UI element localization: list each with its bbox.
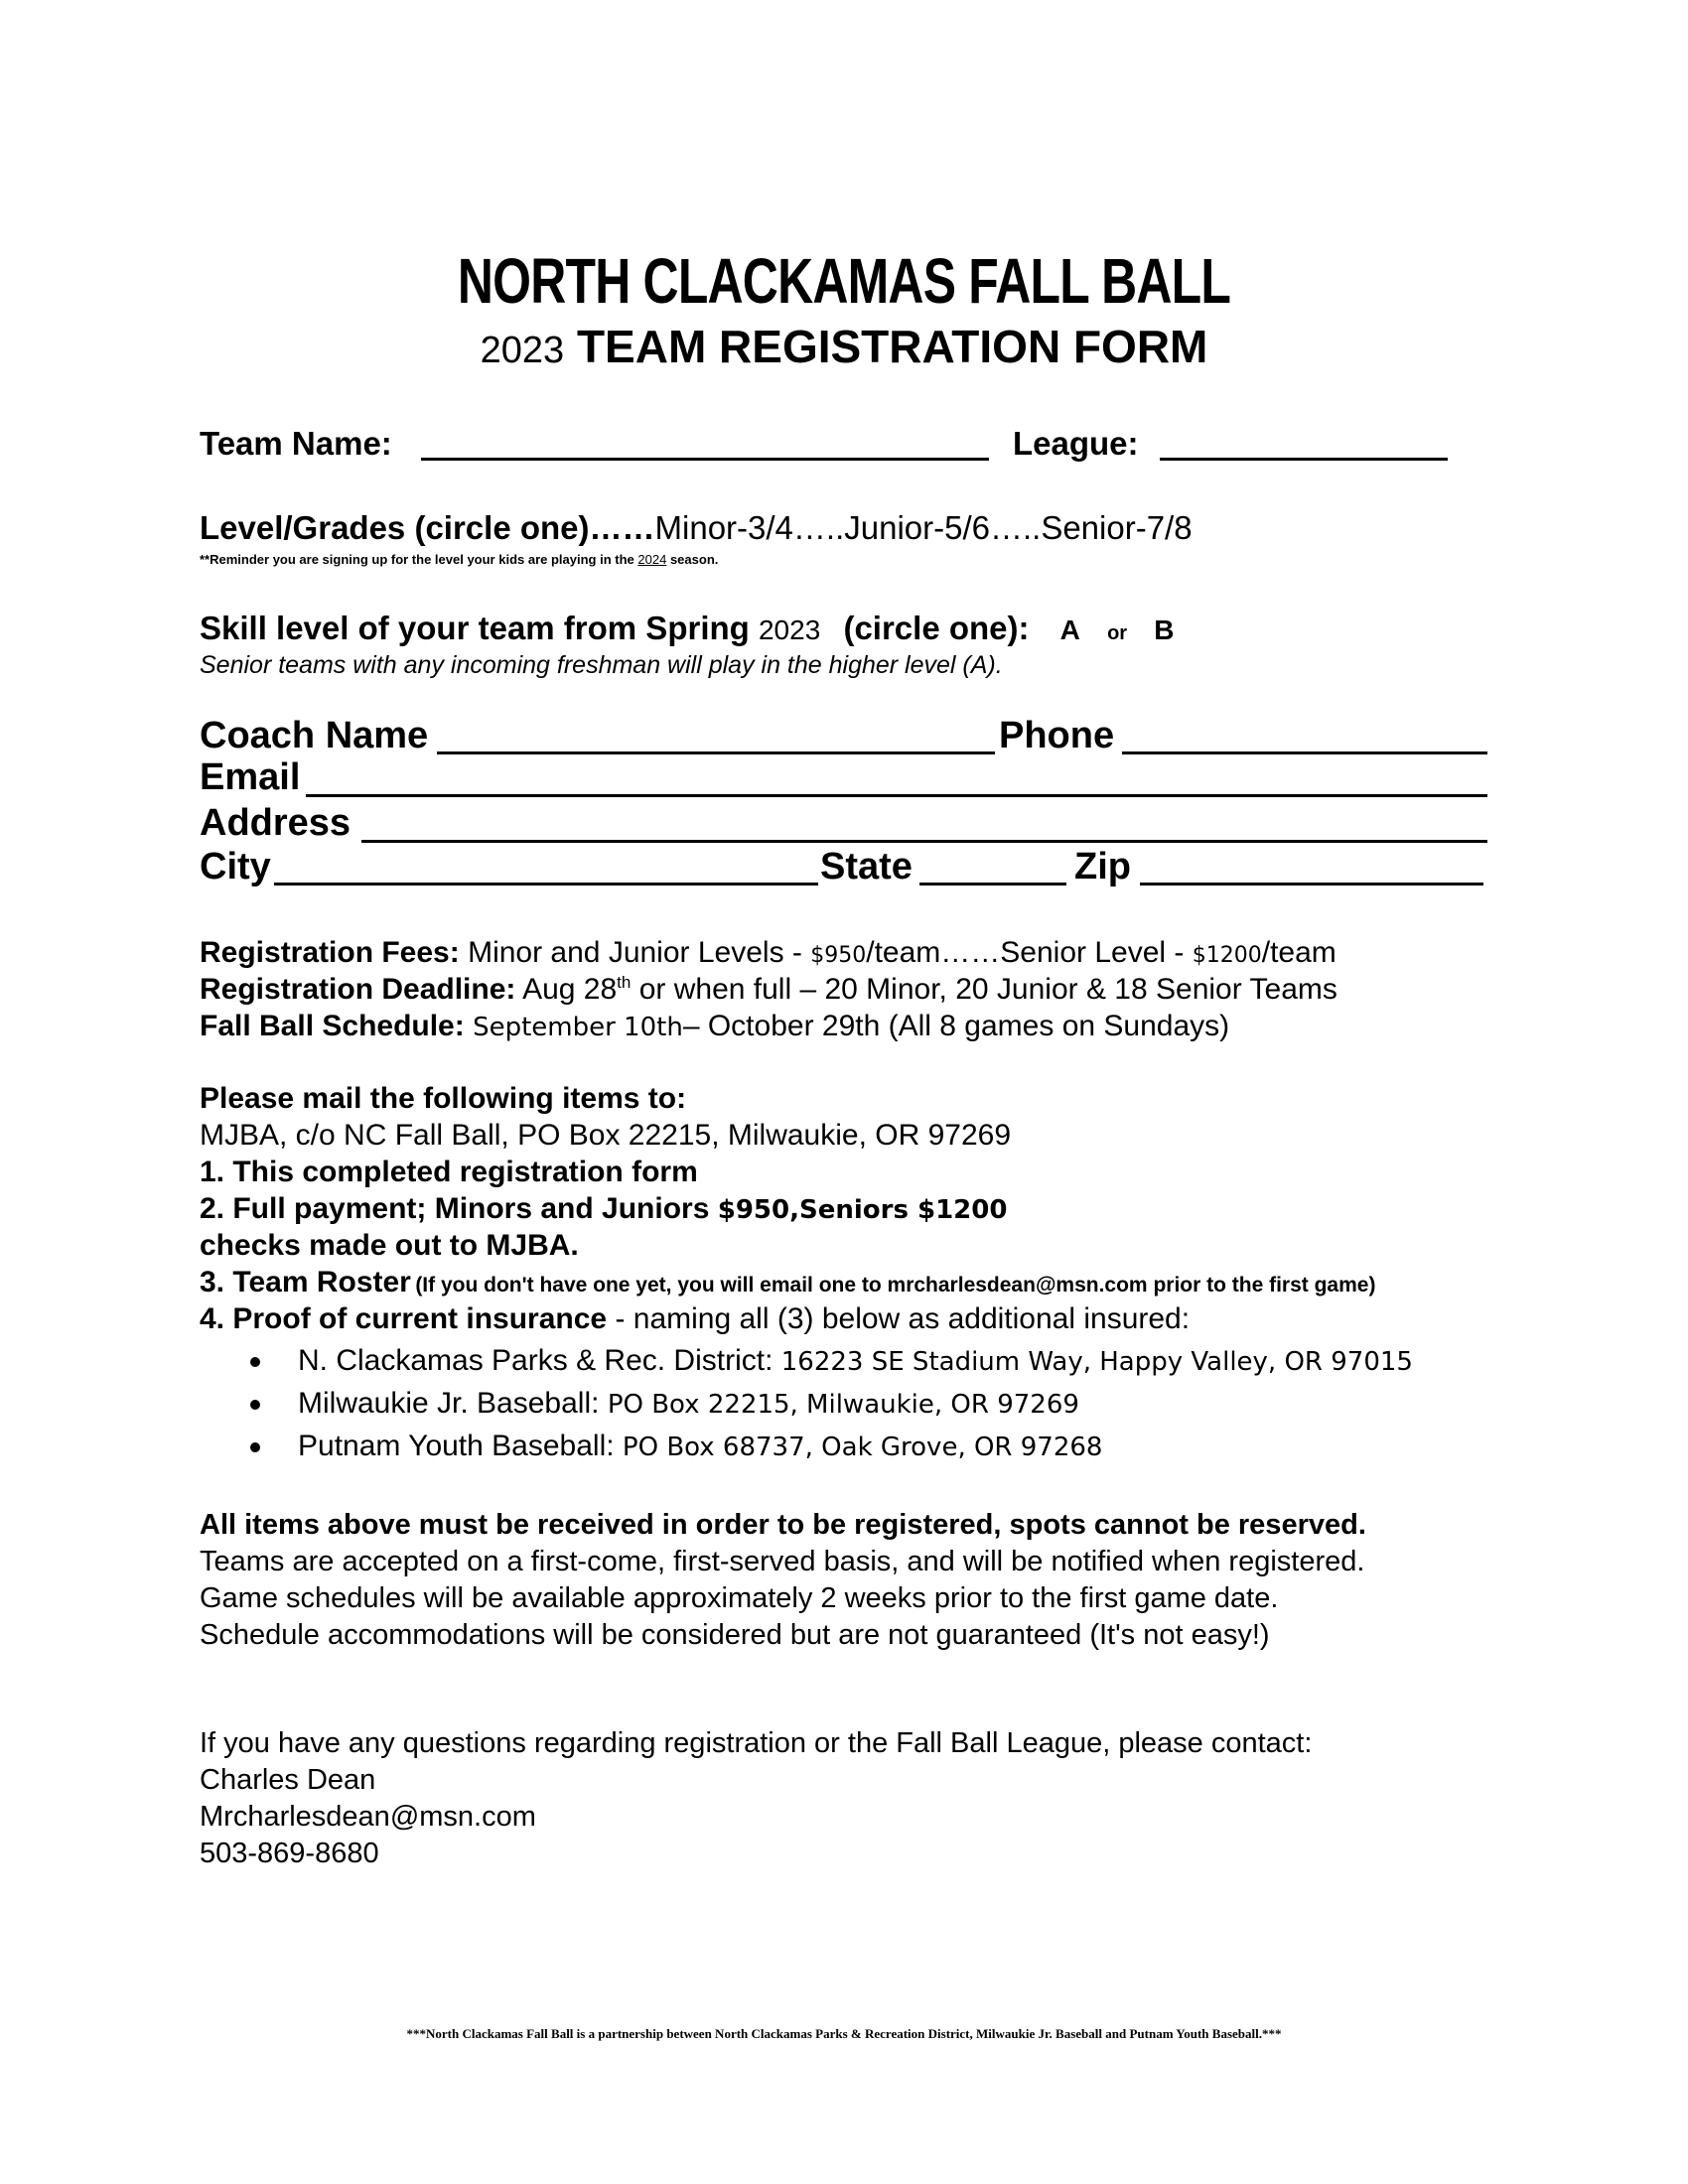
mail-heading: Please mail the following items to: bbox=[200, 1082, 687, 1115]
team-name-label: Team Name: bbox=[200, 425, 392, 462]
email-field[interactable] bbox=[306, 794, 1487, 797]
insured-item: N. Clackamas Parks & Rec. District: 16223 SE Stadium Way, Happy Valley, OR 97015 bbox=[250, 1344, 1413, 1378]
schedule-end: October 29th bbox=[707, 1010, 881, 1042]
item2-senior-fee: Seniors $1200 bbox=[799, 1195, 1008, 1225]
notice-line-2: Game schedules will be available approximately 2 weeks prior to the first game date. bbox=[200, 1582, 1279, 1614]
minor-junior-fee: $950 bbox=[810, 943, 867, 968]
phone-label: Phone bbox=[999, 715, 1115, 756]
mail-item-3: 3. Team Roster (If you don't have one yet, you will email one to mrcharlesdean@msn.com prior to the first game) bbox=[200, 1266, 1376, 1298]
skill-label: Skill level of your team from Spring bbox=[200, 610, 750, 646]
form-subtitle-text: TEAM REGISTRATION FORM bbox=[576, 321, 1208, 372]
state-field[interactable] bbox=[919, 883, 1066, 886]
mail-item-2: 2. Full payment; Minors and Juniors $950,Seniors $1200 bbox=[200, 1192, 1008, 1225]
schedule-label: Fall Ball Schedule: bbox=[200, 1010, 465, 1042]
skill-option-a[interactable]: A bbox=[1059, 614, 1080, 645]
skill-row bbox=[200, 610, 1174, 647]
notice-line-3: Schedule accommodations will be considered but are not guaranteed (It's not easy!) bbox=[200, 1619, 1270, 1651]
deadline-label: Registration Deadline: bbox=[200, 973, 516, 1006]
form-year: 2023 bbox=[480, 330, 565, 371]
zip-label: Zip bbox=[1074, 846, 1131, 887]
insured-item: Milwaukie Jr. Baseball: PO Box 22215, Milwaukie, OR 97269 bbox=[250, 1387, 1079, 1421]
fees-label: Registration Fees: bbox=[200, 936, 460, 969]
notice-bold: All items above must be received in order to be registered, spots cannot be reserved. bbox=[200, 1509, 1366, 1541]
contact-phone: 503-869-8680 bbox=[200, 1838, 379, 1869]
city-label: City bbox=[200, 846, 271, 887]
phone-field[interactable] bbox=[1122, 751, 1487, 754]
insured-item: Putnam Youth Baseball: PO Box 68737, Oak Grove, OR 97268 bbox=[250, 1430, 1102, 1463]
zip-field[interactable] bbox=[1140, 883, 1483, 886]
coach-name-field[interactable] bbox=[437, 751, 995, 754]
mail-item-4: 4. Proof of current insurance - naming all (3) below as additional insured: bbox=[200, 1302, 1191, 1335]
level-label: Level/Grades bbox=[200, 509, 406, 546]
skill-or: or bbox=[1107, 622, 1128, 644]
form-subtitle bbox=[0, 320, 1688, 373]
schedule-note: (All 8 games on Sundays) bbox=[888, 1010, 1230, 1042]
mail-item-1: 1. This completed registration form bbox=[200, 1156, 698, 1188]
fees-row: Registration Fees: Minor and Junior Levels - $950/team……Senior Level - $1200/team bbox=[200, 936, 1336, 969]
address-label: Address bbox=[200, 802, 352, 844]
skill-year: 2023 bbox=[758, 614, 821, 645]
coach-name-label: Coach Name bbox=[200, 715, 429, 756]
email-label: Email bbox=[200, 756, 301, 798]
deadline-text: or when full – 20 Minor, 20 Junior & 18 Senior Teams bbox=[638, 973, 1337, 1006]
senior-fee: $1200 bbox=[1192, 943, 1262, 968]
skill-note: Senior teams with any incoming freshman will play in the higher level (A). bbox=[200, 651, 1003, 679]
team-name-field[interactable] bbox=[421, 458, 989, 461]
level-instruction: (circle one)…… bbox=[414, 509, 655, 546]
bullet-icon bbox=[250, 1442, 260, 1452]
roster-note: (If you don't have one yet, you will email one to mrcharlesdean@msn.com prior to the first game) bbox=[415, 1274, 1376, 1297]
address-field[interactable] bbox=[361, 840, 1487, 843]
contact-email[interactable]: Mrcharlesdean@msn.com bbox=[200, 1801, 536, 1833]
level-options[interactable]: Minor-3/4…..Junior-5/6…..Senior-7/8 bbox=[654, 509, 1193, 546]
schedule-row: Fall Ball Schedule: September 10th– October 29th (All 8 games on Sundays) bbox=[200, 1010, 1230, 1042]
state-label: State bbox=[820, 846, 913, 887]
bullet-icon bbox=[250, 1357, 260, 1367]
skill-instruction: (circle one): bbox=[843, 610, 1030, 646]
city-field[interactable] bbox=[274, 883, 818, 886]
item2-minor-fee: $950, bbox=[717, 1195, 799, 1225]
contact-name: Charles Dean bbox=[200, 1764, 376, 1796]
schedule-start: September 10th bbox=[473, 1013, 683, 1042]
level-row bbox=[200, 509, 1193, 547]
skill-option-b[interactable]: B bbox=[1154, 614, 1175, 645]
league-label: League: bbox=[1013, 425, 1139, 462]
mail-item-2-checks: checks made out to MJBA. bbox=[200, 1229, 579, 1262]
questions-intro: If you have any questions regarding registration or the Fall Ball League, please contact: bbox=[200, 1727, 1313, 1759]
footer-note: ***North Clackamas Fall Ball is a partnership between North Clackamas Parks & Recreation District, Milwaukie Jr. Baseball and Putnam Youth Baseball.*** bbox=[406, 2026, 1282, 2041]
level-reminder: **Reminder you are signing up for the level your kids are playing in the 2024 season. bbox=[200, 552, 719, 567]
mail-address: MJBA, c/o NC Fall Ball, PO Box 22215, Milwaukie, OR 97269 bbox=[200, 1119, 1012, 1152]
deadline-row: Registration Deadline: Aug 28th or when full – 20 Minor, 20 Junior & 18 Senior Teams bbox=[200, 973, 1337, 1006]
notice-line-1: Teams are accepted on a first-come, first-served basis, and will be notified when registered. bbox=[200, 1546, 1365, 1577]
reminder-year: 2024 bbox=[637, 552, 667, 567]
bullet-icon bbox=[250, 1400, 260, 1410]
form-title: NORTH CLACKAMAS FALL BALL bbox=[457, 245, 1231, 317]
league-field[interactable] bbox=[1160, 458, 1448, 461]
deadline-date: Aug 28 bbox=[522, 973, 618, 1006]
